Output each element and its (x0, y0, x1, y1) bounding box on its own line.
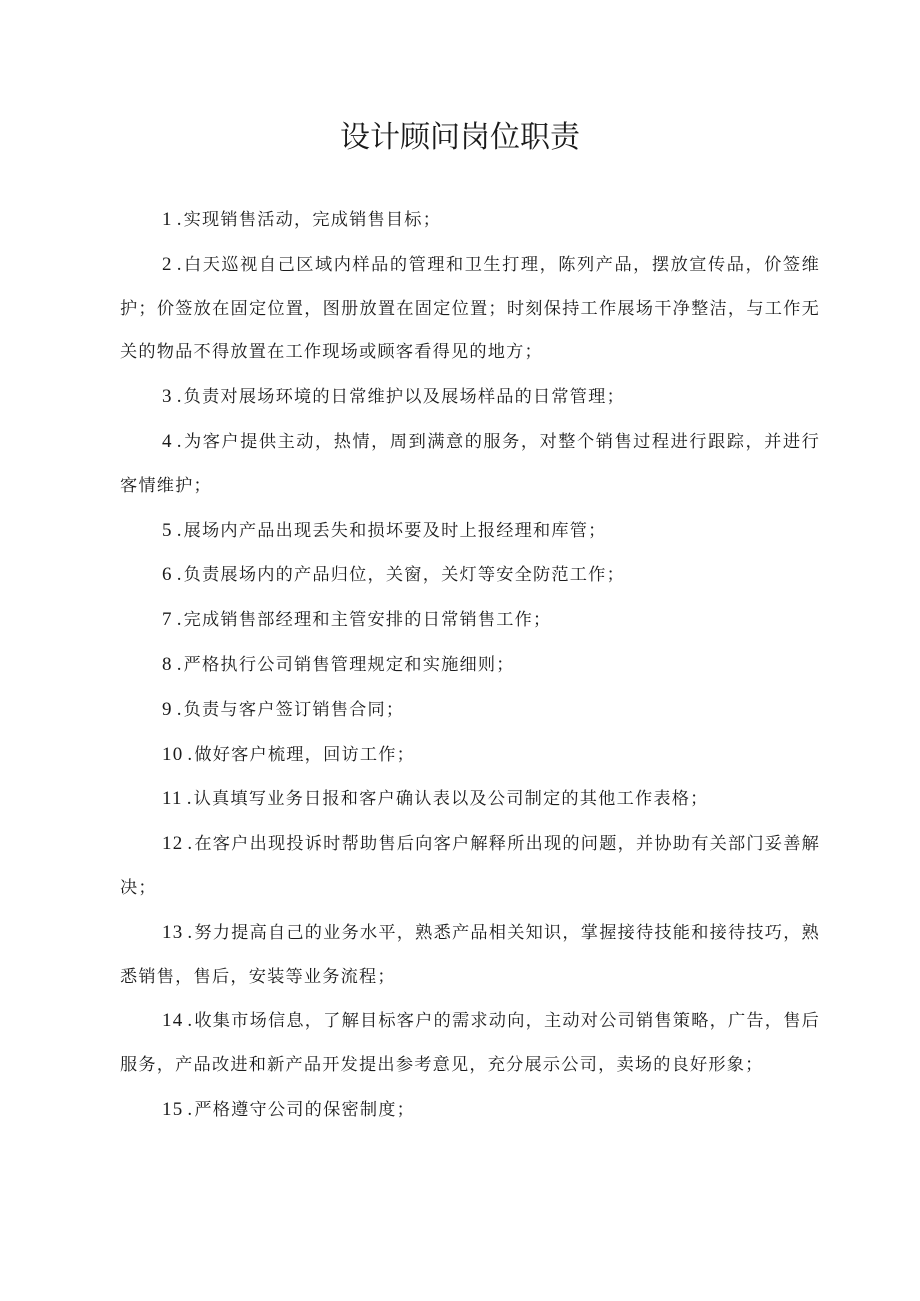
item-text: 严格执行公司销售管理规定和实施细则； (183, 654, 515, 675)
item-number: 12 (162, 833, 184, 855)
item-separator: . (176, 519, 183, 541)
item-text: 做好客户梳理，回访工作； (194, 744, 416, 765)
item-text: 严格遵守公司的保密制度； (194, 1099, 416, 1120)
item-separator: . (176, 653, 183, 675)
item-number: 3 (162, 386, 173, 408)
item-text: 在客户出现投诉时帮助售后向客户解释所出现的问题，并协助有关部门妥善解决； (120, 834, 820, 898)
item-number: 11 (162, 788, 183, 810)
duty-item-5 (120, 509, 820, 554)
item-text: 负责对展场环境的日常维护以及展场样品的日常管理； (183, 387, 625, 408)
item-number: 6 (162, 564, 173, 586)
item-number: 15 (162, 1098, 184, 1120)
item-separator: . (176, 253, 183, 275)
item-number: 13 (162, 921, 184, 943)
item-separator: . (176, 209, 183, 230)
item-number: 5 (162, 519, 173, 541)
duty-item-1 (120, 198, 820, 243)
item-text: 收集市场信息，了解目标客户的需求动向，主动对公司销售策略，广告，售后服务，产品改进和新产品开发提出参考意见，充分展示公司，卖场的良好形象； (120, 1011, 820, 1076)
item-separator: . (187, 743, 194, 765)
duty-item-3 (120, 375, 820, 420)
duty-item-12 (120, 822, 820, 911)
item-separator: . (187, 833, 194, 855)
item-separator: . (176, 564, 183, 586)
item-text: 认真填写业务日报和客户确认表以及公司制定的其他工作表格； (193, 789, 709, 810)
duty-item-15 (120, 1088, 820, 1133)
item-separator: . (176, 609, 183, 631)
item-number: 14 (162, 1010, 184, 1032)
duty-list (120, 198, 820, 1133)
item-separator: . (187, 1010, 194, 1032)
item-separator: . (176, 698, 183, 720)
duty-item-13 (120, 911, 820, 1000)
item-text: 展场内产品出现丢失和损坏要及时上报经理和库管； (183, 520, 607, 541)
duty-item-4 (120, 420, 820, 509)
duty-item-11 (120, 777, 820, 822)
item-text: 负责与客户签订销售合同； (183, 699, 405, 720)
item-number: 2 (162, 253, 173, 275)
item-separator: . (176, 386, 183, 408)
item-separator: . (176, 430, 183, 452)
item-text: 努力提高自己的业务水平，熟悉产品相关知识，掌握接待技能和接待技巧，熟悉销售，售后，安装等业务流程； (120, 922, 820, 987)
duty-item-6 (120, 553, 820, 598)
item-number: 10 (162, 743, 184, 765)
item-text: 为客户提供主动，热情，周到满意的服务，对整个销售过程进行跟踪，并进行客情维护； (120, 431, 820, 496)
duty-item-14 (120, 999, 820, 1088)
item-text: 白天巡视自己区域内样品的管理和卫生打理，陈列产品，摆放宣传品，价签维护；价签放在固定位置，图册放置在固定位置；时刻保持工作展场干净整洁，与工作无关的物品不得放置在工作现场或顾客看得见的地方； (120, 254, 820, 363)
item-number: 1 (162, 209, 173, 230)
item-text: 完成销售部经理和主管安排的日常销售工作； (183, 610, 552, 631)
duty-item-8 (120, 643, 820, 688)
duty-item-2 (120, 243, 820, 375)
item-number: 7 (162, 609, 173, 631)
item-text: 实现销售活动，完成销售目标； (183, 210, 442, 230)
item-text: 负责展场内的产品归位，关窗，关灯等安全防范工作； (183, 565, 625, 586)
item-separator: . (186, 788, 193, 810)
item-number: 8 (162, 653, 173, 675)
item-separator: . (187, 921, 194, 943)
duty-item-9 (120, 688, 820, 733)
document-title: 设计顾问岗位职责 (340, 120, 580, 155)
duty-item-7 (120, 598, 820, 643)
item-number: 9 (162, 698, 173, 720)
item-separator: . (187, 1098, 194, 1120)
duty-item-10 (120, 733, 820, 778)
item-number: 4 (162, 430, 173, 452)
